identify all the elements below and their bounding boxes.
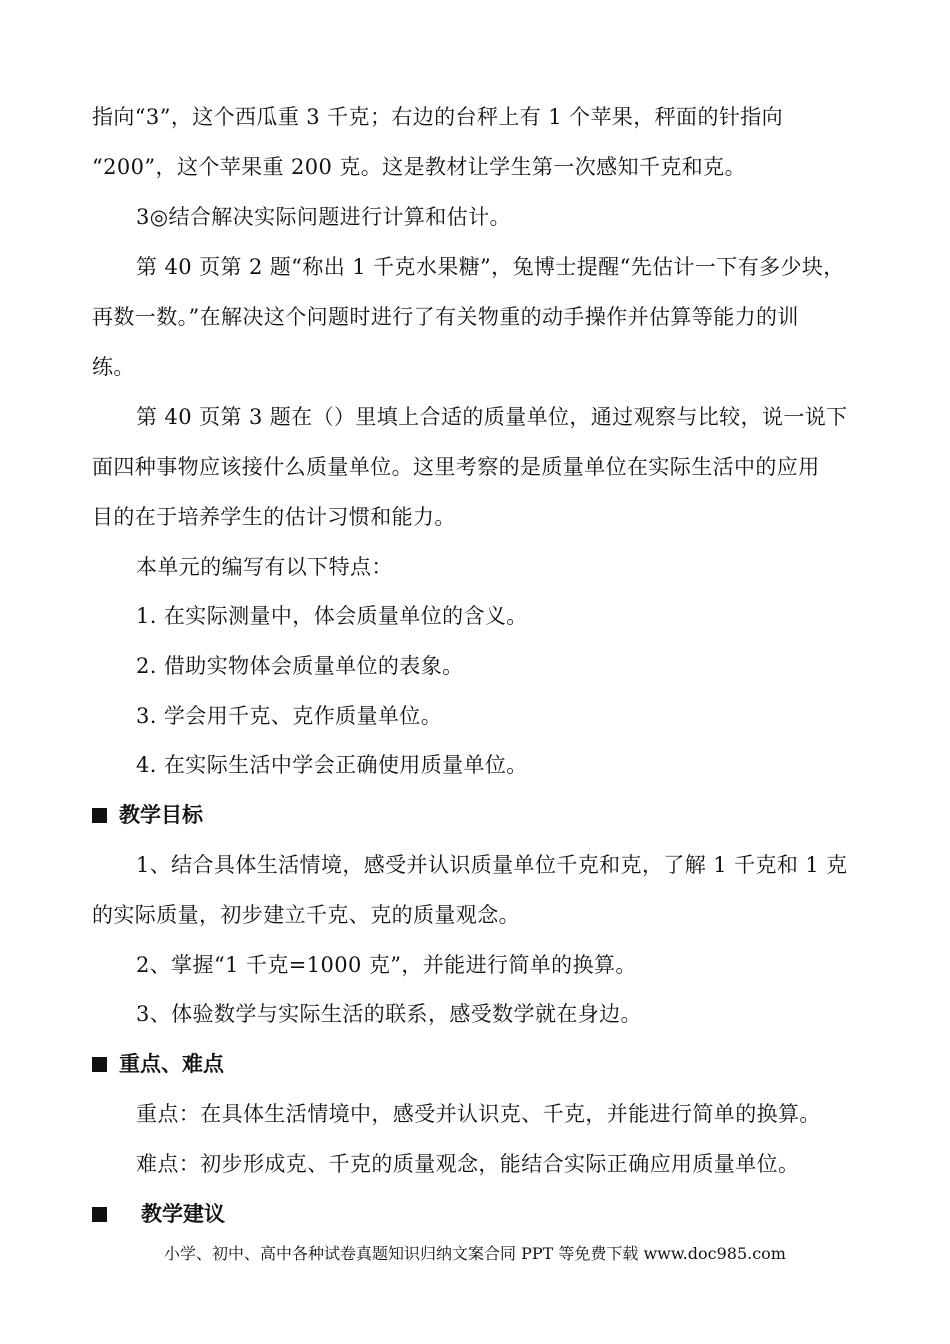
section-heading-text: 教学建议 <box>141 1202 225 1226</box>
body-line: “200”，这个苹果重 200 克。这是教材让学生第一次感知千克和克。 <box>92 155 746 179</box>
section-heading-text: 教学目标 <box>119 803 203 827</box>
page-footer: 小学、初中、高中各种试卷真题知识归纳文案合同 PPT 等免费下载 www.doc985.com <box>164 1244 786 1263</box>
bullet-square-icon <box>92 1057 107 1072</box>
section-heading-keypoints <box>92 1049 224 1079</box>
body-line: 第 40 页第 2 题“称出 1 千克水果糖”，兔博士提醒“先估计一下有多少块， <box>136 255 845 279</box>
list-item: 3. 学会用千克、克作质量单位。 <box>136 704 443 728</box>
body-line: 的实际质量，初步建立千克、克的质量观念。 <box>92 903 520 927</box>
body-line: 3◎结合解决实际问题进行计算和估计。 <box>136 205 511 229</box>
list-item: 4. 在实际生活中学会正确使用质量单位。 <box>136 753 528 777</box>
body-line: 目的在于培养学生的估计习惯和能力。 <box>92 505 456 529</box>
body-line: 面四种事物应该接什么质量单位。这里考察的是质量单位在实际生活中的应用 <box>92 455 820 479</box>
body-line: 1、结合具体生活情境，感受并认识质量单位千克和克，了解 1 千克和 1 克 <box>136 853 848 877</box>
bullet-square-icon <box>92 1207 107 1222</box>
body-line: 重点：在具体生活情境中，感受并认识克、千克，并能进行简单的换算。 <box>136 1102 821 1126</box>
list-item: 1. 在实际测量中，体会质量单位的含义。 <box>136 604 528 628</box>
section-heading-suggestions <box>92 1199 225 1229</box>
section-heading-text: 重点、难点 <box>119 1052 224 1076</box>
body-line: 难点：初步形成克、千克的质量观念，能结合实际正确应用质量单位。 <box>136 1152 800 1176</box>
body-line: 再数一数。”在解决这个问题时进行了有关物重的动手操作并估算等能力的训 <box>92 305 799 329</box>
body-line: 本单元的编写有以下特点： <box>136 555 393 579</box>
list-item: 2. 借助实物体会质量单位的表象。 <box>136 654 464 678</box>
bullet-square-icon <box>92 808 107 823</box>
body-line: 第 40 页第 3 题在（）里填上合适的质量单位，通过观察与比较，说一说下 <box>136 405 848 429</box>
body-line: 练。 <box>92 355 135 379</box>
section-heading-goals <box>92 800 203 830</box>
body-line: 3、体验数学与实际生活的联系，感受数学就在身边。 <box>136 1002 642 1026</box>
body-line: 指向“3”，这个西瓜重 3 千克；右边的台秤上有 1 个苹果，秤面的针指向 <box>92 105 784 129</box>
body-line: 2、掌握“1 千克=1000 克”，并能进行简单的换算。 <box>136 953 637 977</box>
